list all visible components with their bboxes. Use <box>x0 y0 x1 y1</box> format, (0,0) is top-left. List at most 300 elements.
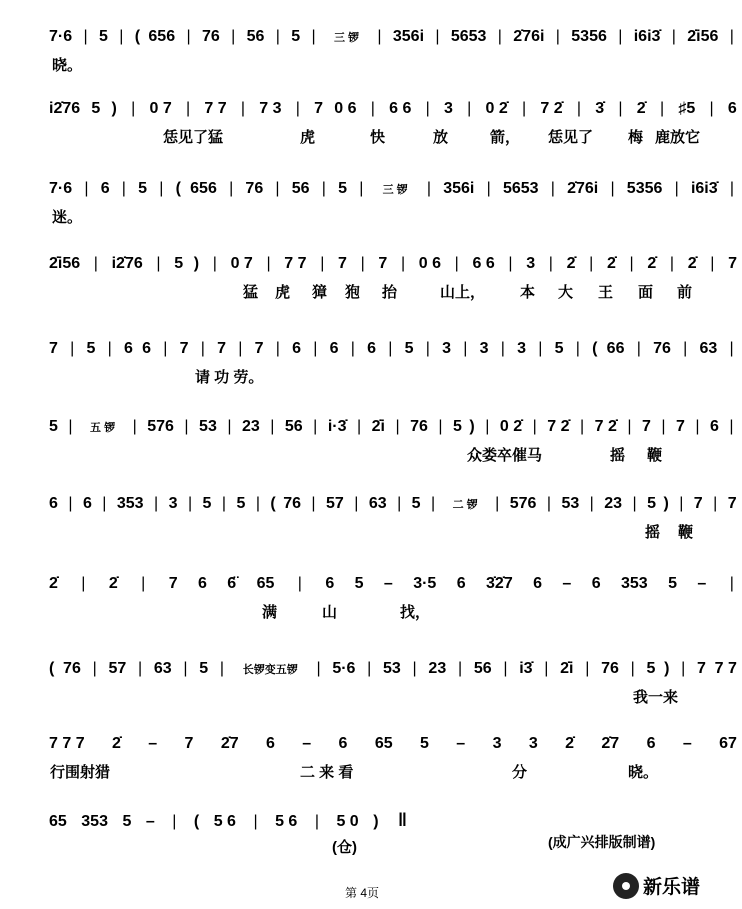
barline: | <box>627 418 632 435</box>
barline: | <box>618 100 623 117</box>
note-group: 7·6 <box>49 180 73 197</box>
logo-text: 新乐谱 <box>643 876 701 898</box>
note-group: 56 <box>291 180 310 197</box>
note-group: 63 <box>368 495 387 512</box>
note-group: 5 6 <box>275 813 298 830</box>
note-group: 5 <box>91 100 101 117</box>
note-group: 7 <box>338 255 347 272</box>
barline: | <box>610 180 615 197</box>
note-group: 6 6 <box>472 255 495 272</box>
note-group: 5·6 <box>332 660 356 677</box>
note-group: 7 <box>641 418 651 435</box>
lyric-text: 山 <box>322 604 338 621</box>
record-disc-icon <box>613 873 639 899</box>
note-group: 2̇7 <box>601 735 620 752</box>
barline: | <box>275 340 280 357</box>
barline: | <box>185 100 191 117</box>
note-group: 5653 <box>450 28 487 45</box>
note-group: 0 2̇ <box>485 100 508 117</box>
barline: | <box>81 575 86 592</box>
note-group: 7 <box>314 100 323 117</box>
note-group: 0 6 <box>418 255 442 272</box>
note-group: ( <box>175 180 181 197</box>
barline: | <box>497 28 502 45</box>
note-group: 5 <box>98 28 108 45</box>
barline: | <box>431 495 436 512</box>
note-group: 3 <box>492 735 502 752</box>
barline: | <box>425 100 430 117</box>
note-group: i2̇76 <box>49 100 81 117</box>
barline: | <box>671 28 676 45</box>
note-group: 3 <box>526 255 536 272</box>
barline: | <box>575 340 580 357</box>
barline: | <box>695 418 700 435</box>
note-group: 2̇ <box>606 255 616 272</box>
lyric-text: 箭， <box>490 129 521 146</box>
barline: | <box>388 340 393 357</box>
gong-instruction: 二 锣 <box>452 499 478 511</box>
barline: | <box>683 340 688 357</box>
page-number: 第 4页 <box>345 886 380 900</box>
lyric-text: 山上， <box>440 284 486 301</box>
note-group: 6 <box>265 735 275 752</box>
gong-instruction: 三 锣 <box>382 184 408 196</box>
note-group: 0 7 <box>149 100 172 117</box>
lyric-text: 晓。 <box>52 57 83 74</box>
note-group: 3 <box>517 340 527 357</box>
barline: | <box>316 660 321 677</box>
note-group: 5 <box>174 255 184 272</box>
lyric-text: 晓。 <box>628 764 659 781</box>
barline: | <box>548 255 553 272</box>
note-group: 3 <box>168 495 178 512</box>
barline: | <box>266 255 271 272</box>
note-group: 7 2̇ <box>540 100 563 117</box>
barline: | <box>659 100 665 117</box>
note-group: 0 2̇ <box>499 418 523 435</box>
note-group: 5 <box>647 495 656 512</box>
barline: | <box>83 28 88 45</box>
barline: | <box>550 180 555 197</box>
note-group: 7 <box>179 340 189 357</box>
barline: | <box>377 28 382 45</box>
note-group: 66 <box>606 340 625 357</box>
note-group: 6 <box>329 340 339 357</box>
note-group: 5 <box>138 180 148 197</box>
barline: | <box>275 28 280 45</box>
barline: | <box>500 340 505 357</box>
barline: | <box>681 660 686 677</box>
barline: | <box>538 340 543 357</box>
barline: | <box>354 495 359 512</box>
notation-row <box>48 660 738 678</box>
barline: | <box>503 660 508 677</box>
barline: | <box>397 495 402 512</box>
note-group: 7 2̇ <box>594 418 617 435</box>
barline: | <box>370 100 375 117</box>
note-group: 7 <box>49 340 58 357</box>
barline: | <box>467 100 472 117</box>
barline: | <box>679 495 684 512</box>
barline: | <box>311 495 316 512</box>
lyric-text: 放 <box>433 129 449 146</box>
barline: | <box>93 255 98 272</box>
barline: | <box>630 660 635 677</box>
barline: | <box>674 180 679 197</box>
note-group: 5356 <box>626 180 663 197</box>
note-group: ( <box>193 813 200 830</box>
note-group: 5 <box>453 418 462 435</box>
note-group: 65 <box>256 575 275 592</box>
barline: | <box>84 180 89 197</box>
barline: | <box>212 255 217 272</box>
note-group: 5 <box>86 340 96 357</box>
note-group: i·3̇ <box>327 418 347 435</box>
note-group: 23 <box>428 660 447 677</box>
note-group: 5 <box>202 495 212 512</box>
note-group: – <box>383 575 393 592</box>
barline: | <box>313 418 318 435</box>
barline: | <box>729 28 734 45</box>
note-group: 5 <box>291 28 301 45</box>
note-group: ) <box>663 495 669 512</box>
barline: | <box>295 100 300 117</box>
barline: | <box>729 575 734 592</box>
note-group: 56 <box>246 28 265 45</box>
note-group: – <box>145 813 155 830</box>
barline: | <box>154 495 159 512</box>
note-group: 7 <box>254 340 264 357</box>
note-group: 2̇i56 <box>49 255 81 272</box>
note-group: 63 <box>699 340 718 357</box>
note-group: 56 <box>284 418 303 435</box>
note-group: 53 <box>199 418 217 435</box>
barline: | <box>121 180 126 197</box>
note-group: 7 7 <box>204 100 227 117</box>
note-group: 2̇i <box>371 418 385 435</box>
note-group: ♯5 <box>678 100 696 117</box>
barline: | <box>297 575 302 592</box>
lyric-text: 鞭 <box>678 524 694 541</box>
barline: | <box>311 28 316 45</box>
barline: | <box>68 418 73 435</box>
barline: | <box>400 255 406 272</box>
notation-row <box>48 495 738 513</box>
barline: | <box>187 495 193 512</box>
note-group: 6 <box>49 495 58 512</box>
lyric-text: 众娄卒催马 <box>467 447 543 464</box>
barline: | <box>314 813 319 830</box>
note-group: ( <box>592 340 598 357</box>
note-group: 3·5 <box>413 575 437 592</box>
note-group: 5653 <box>502 180 539 197</box>
notation-row <box>48 418 738 436</box>
note-group: 6 <box>325 575 335 592</box>
barline: | <box>231 28 236 45</box>
barline: | <box>183 660 188 677</box>
barline: | <box>200 340 205 357</box>
note-group: 3̇ <box>595 100 605 117</box>
barline: | <box>240 100 245 117</box>
note-group: ( <box>270 495 276 512</box>
note-group: – <box>697 575 707 592</box>
barline: | <box>522 100 527 117</box>
barline: | <box>359 180 364 197</box>
note-group: 353 <box>621 575 648 592</box>
barline: | <box>636 340 641 357</box>
note-group: ( <box>49 660 55 677</box>
lyric-text: 面 <box>638 284 654 301</box>
lyric-text: 我一来 <box>633 689 679 706</box>
barline: | <box>729 418 734 435</box>
note-group: 56 <box>473 660 492 677</box>
lyric-text: 分 <box>512 764 528 781</box>
site-logo <box>613 872 700 899</box>
note-group: 2̇ <box>687 255 697 272</box>
barline: | <box>159 180 164 197</box>
note-group: 353 <box>116 495 144 512</box>
barline: | <box>137 660 143 677</box>
barline: | <box>632 495 637 512</box>
note-group: 3 <box>443 100 453 117</box>
note-group: 6 <box>533 575 543 592</box>
notation-row <box>48 100 738 118</box>
barline: | <box>585 660 590 677</box>
lyric-text: 二 来 看 <box>300 764 354 781</box>
note-group: i3̇ <box>519 660 533 677</box>
note-group: 5 <box>420 735 429 752</box>
barline: | <box>544 660 549 677</box>
note-group: 63 <box>153 660 172 677</box>
note-group: 7 <box>727 495 737 512</box>
barline: | <box>320 255 325 272</box>
lyric-text: 大 <box>558 284 574 301</box>
note-group: ) <box>111 100 117 117</box>
notation-row <box>48 735 738 753</box>
note-group: 5 <box>199 660 209 677</box>
note-group: 6 <box>591 575 601 592</box>
barline: | <box>412 660 417 677</box>
note-group: 2̇i56 <box>687 28 719 45</box>
note-group: 7 <box>184 735 194 752</box>
note-group: 6 <box>82 495 92 512</box>
note-group: i6i3̇ <box>633 28 661 45</box>
barline: | <box>661 418 666 435</box>
barline: | <box>463 340 468 357</box>
note-group: i2̇76 <box>111 255 143 272</box>
barline: | <box>425 340 430 357</box>
note-group: 6 <box>292 340 302 357</box>
barline: | <box>457 660 463 677</box>
note-group: – <box>682 735 692 752</box>
barline: | <box>555 28 560 45</box>
barline: | <box>495 495 500 512</box>
note-group: ( <box>134 28 141 45</box>
barline: | <box>156 255 161 272</box>
lyric-text: 本 <box>520 284 536 301</box>
lyric-text: 鞭 <box>647 447 663 464</box>
lyric-text: 行围射猎 <box>50 764 111 781</box>
note-group: 2̇76i <box>513 28 545 45</box>
lyric-text: 恁见了猛 <box>163 129 224 146</box>
barline: | <box>589 255 594 272</box>
barline: | <box>186 28 191 45</box>
note-group: 2̇ <box>566 255 576 272</box>
barline: | <box>132 418 137 435</box>
barline: | <box>229 180 234 197</box>
note-group: 5 <box>354 575 364 592</box>
barline: | <box>350 340 355 357</box>
note-group: 3 <box>528 735 538 752</box>
note-group: 6 <box>646 735 656 752</box>
gong-instruction: 五 锣 <box>90 422 116 434</box>
note-group: 3 <box>479 340 489 357</box>
note-group: 7 <box>217 340 227 357</box>
note-group: 76 <box>410 418 428 435</box>
note-group: 5 <box>338 180 348 197</box>
lyric-text: 摇 <box>645 524 661 541</box>
barline: | <box>485 418 490 435</box>
note-group: 5 <box>404 340 414 357</box>
note-group: 656 <box>190 180 217 197</box>
note-group: 7 7 <box>714 660 737 677</box>
notation-row <box>48 575 738 593</box>
barline: | <box>107 340 112 357</box>
barline: | <box>729 340 734 357</box>
note-group: 3̇2̇7 <box>486 575 513 592</box>
notation-row <box>48 28 738 46</box>
note-group: 6 <box>142 340 152 357</box>
barline: | <box>92 660 97 677</box>
note-group: 2̇76i <box>567 180 599 197</box>
note-group: 7 <box>728 255 737 272</box>
barline: | <box>68 495 73 512</box>
note-group: 7 <box>693 495 703 512</box>
lyric-text: 请 功 劳。 <box>195 369 264 386</box>
barline: | <box>360 255 365 272</box>
barline: | <box>508 255 513 272</box>
barline: | <box>486 180 491 197</box>
barline: | <box>713 495 718 512</box>
note-group: 656 <box>148 28 176 45</box>
gong-instruction: 三 锣 <box>333 32 360 44</box>
note-group: 6 <box>710 418 719 435</box>
note-group: 576 <box>147 418 174 435</box>
barline: | <box>589 495 594 512</box>
note-group: ) <box>664 660 670 677</box>
note-group: 65 <box>374 735 393 752</box>
barline: | <box>172 813 177 830</box>
note-group: 0 6 <box>334 100 357 117</box>
note-group: ) <box>193 255 200 272</box>
barline: | <box>454 255 459 272</box>
barline: | <box>710 255 715 272</box>
note-group: 7·6 <box>49 28 73 45</box>
barline: | <box>321 180 326 197</box>
note-group: 5 0 <box>336 813 359 830</box>
notation-row <box>48 340 738 358</box>
note-group: 7 7 <box>284 255 307 272</box>
note-group: 5356 <box>571 28 607 45</box>
note-group: 6 <box>367 340 377 357</box>
note-group: 6 <box>197 575 207 592</box>
lyric-text: 猛 <box>243 284 259 301</box>
barline: | <box>313 340 318 357</box>
gong-instruction: 长锣变五锣 <box>242 664 298 676</box>
barline: | <box>546 495 551 512</box>
note-group: 7 <box>676 418 685 435</box>
note-group: 5 <box>554 340 564 357</box>
barline: | <box>270 418 275 435</box>
notation-row <box>48 255 738 273</box>
note-group: 6 <box>124 340 133 357</box>
lyric-text: 找， <box>400 604 431 621</box>
note-group: 3 <box>442 340 452 357</box>
barline: | <box>669 255 675 272</box>
note-group: 5 <box>236 495 246 512</box>
note-group: – <box>456 735 466 752</box>
note-group: 76 <box>245 180 264 197</box>
note-group: 76 <box>601 660 619 677</box>
note-group: 57 <box>326 495 344 512</box>
lyric-text: 抬 <box>382 284 398 301</box>
note-group: 76 <box>201 28 220 45</box>
note-group: 0 7 <box>230 255 253 272</box>
barline: | <box>618 28 623 45</box>
note-group: 5 <box>122 813 132 830</box>
lyric-text: 虎 <box>300 129 316 146</box>
note-group: 6̈ <box>227 575 237 592</box>
barline: | <box>275 180 280 197</box>
notation-row <box>48 810 408 831</box>
note-group: 76 <box>653 340 671 357</box>
note-group: 2̇ <box>647 255 657 272</box>
barline: | <box>219 660 224 677</box>
note-group: 6 6 <box>389 100 412 117</box>
note-group: 5 <box>49 418 58 435</box>
note-group: 5 <box>411 495 421 512</box>
barline: | <box>221 495 227 512</box>
barline: | <box>119 28 124 45</box>
note-group: 6 <box>338 735 348 752</box>
note-group: 76 <box>283 495 301 512</box>
note-group: – <box>302 735 312 752</box>
note-group: 2̇ <box>636 100 646 117</box>
barline: | <box>253 813 258 830</box>
note-group: 356i <box>443 180 475 197</box>
barline: | <box>729 180 734 197</box>
note-group: ) <box>469 418 475 435</box>
barline: | <box>629 255 634 272</box>
final-barline: ‖ <box>398 810 407 830</box>
note-group: 7 <box>697 660 706 677</box>
note-group: 57 <box>108 660 127 677</box>
lyric-text: 獐 <box>312 284 328 301</box>
note-group: 23 <box>604 495 623 512</box>
barline: | <box>426 180 432 197</box>
lyric-text: 快 <box>370 129 386 146</box>
note-group: 7 <box>378 255 388 272</box>
barline: | <box>579 418 585 435</box>
note-group: 2̇i <box>560 660 574 677</box>
note-group: i6i3̇ <box>690 180 718 197</box>
note-group: 7 2̇ <box>547 418 570 435</box>
barline: | <box>70 340 75 357</box>
lyric-text: 虎 <box>275 284 291 301</box>
barline: | <box>255 495 260 512</box>
note-group: 2̇ <box>49 575 58 592</box>
barline: | <box>356 418 362 435</box>
